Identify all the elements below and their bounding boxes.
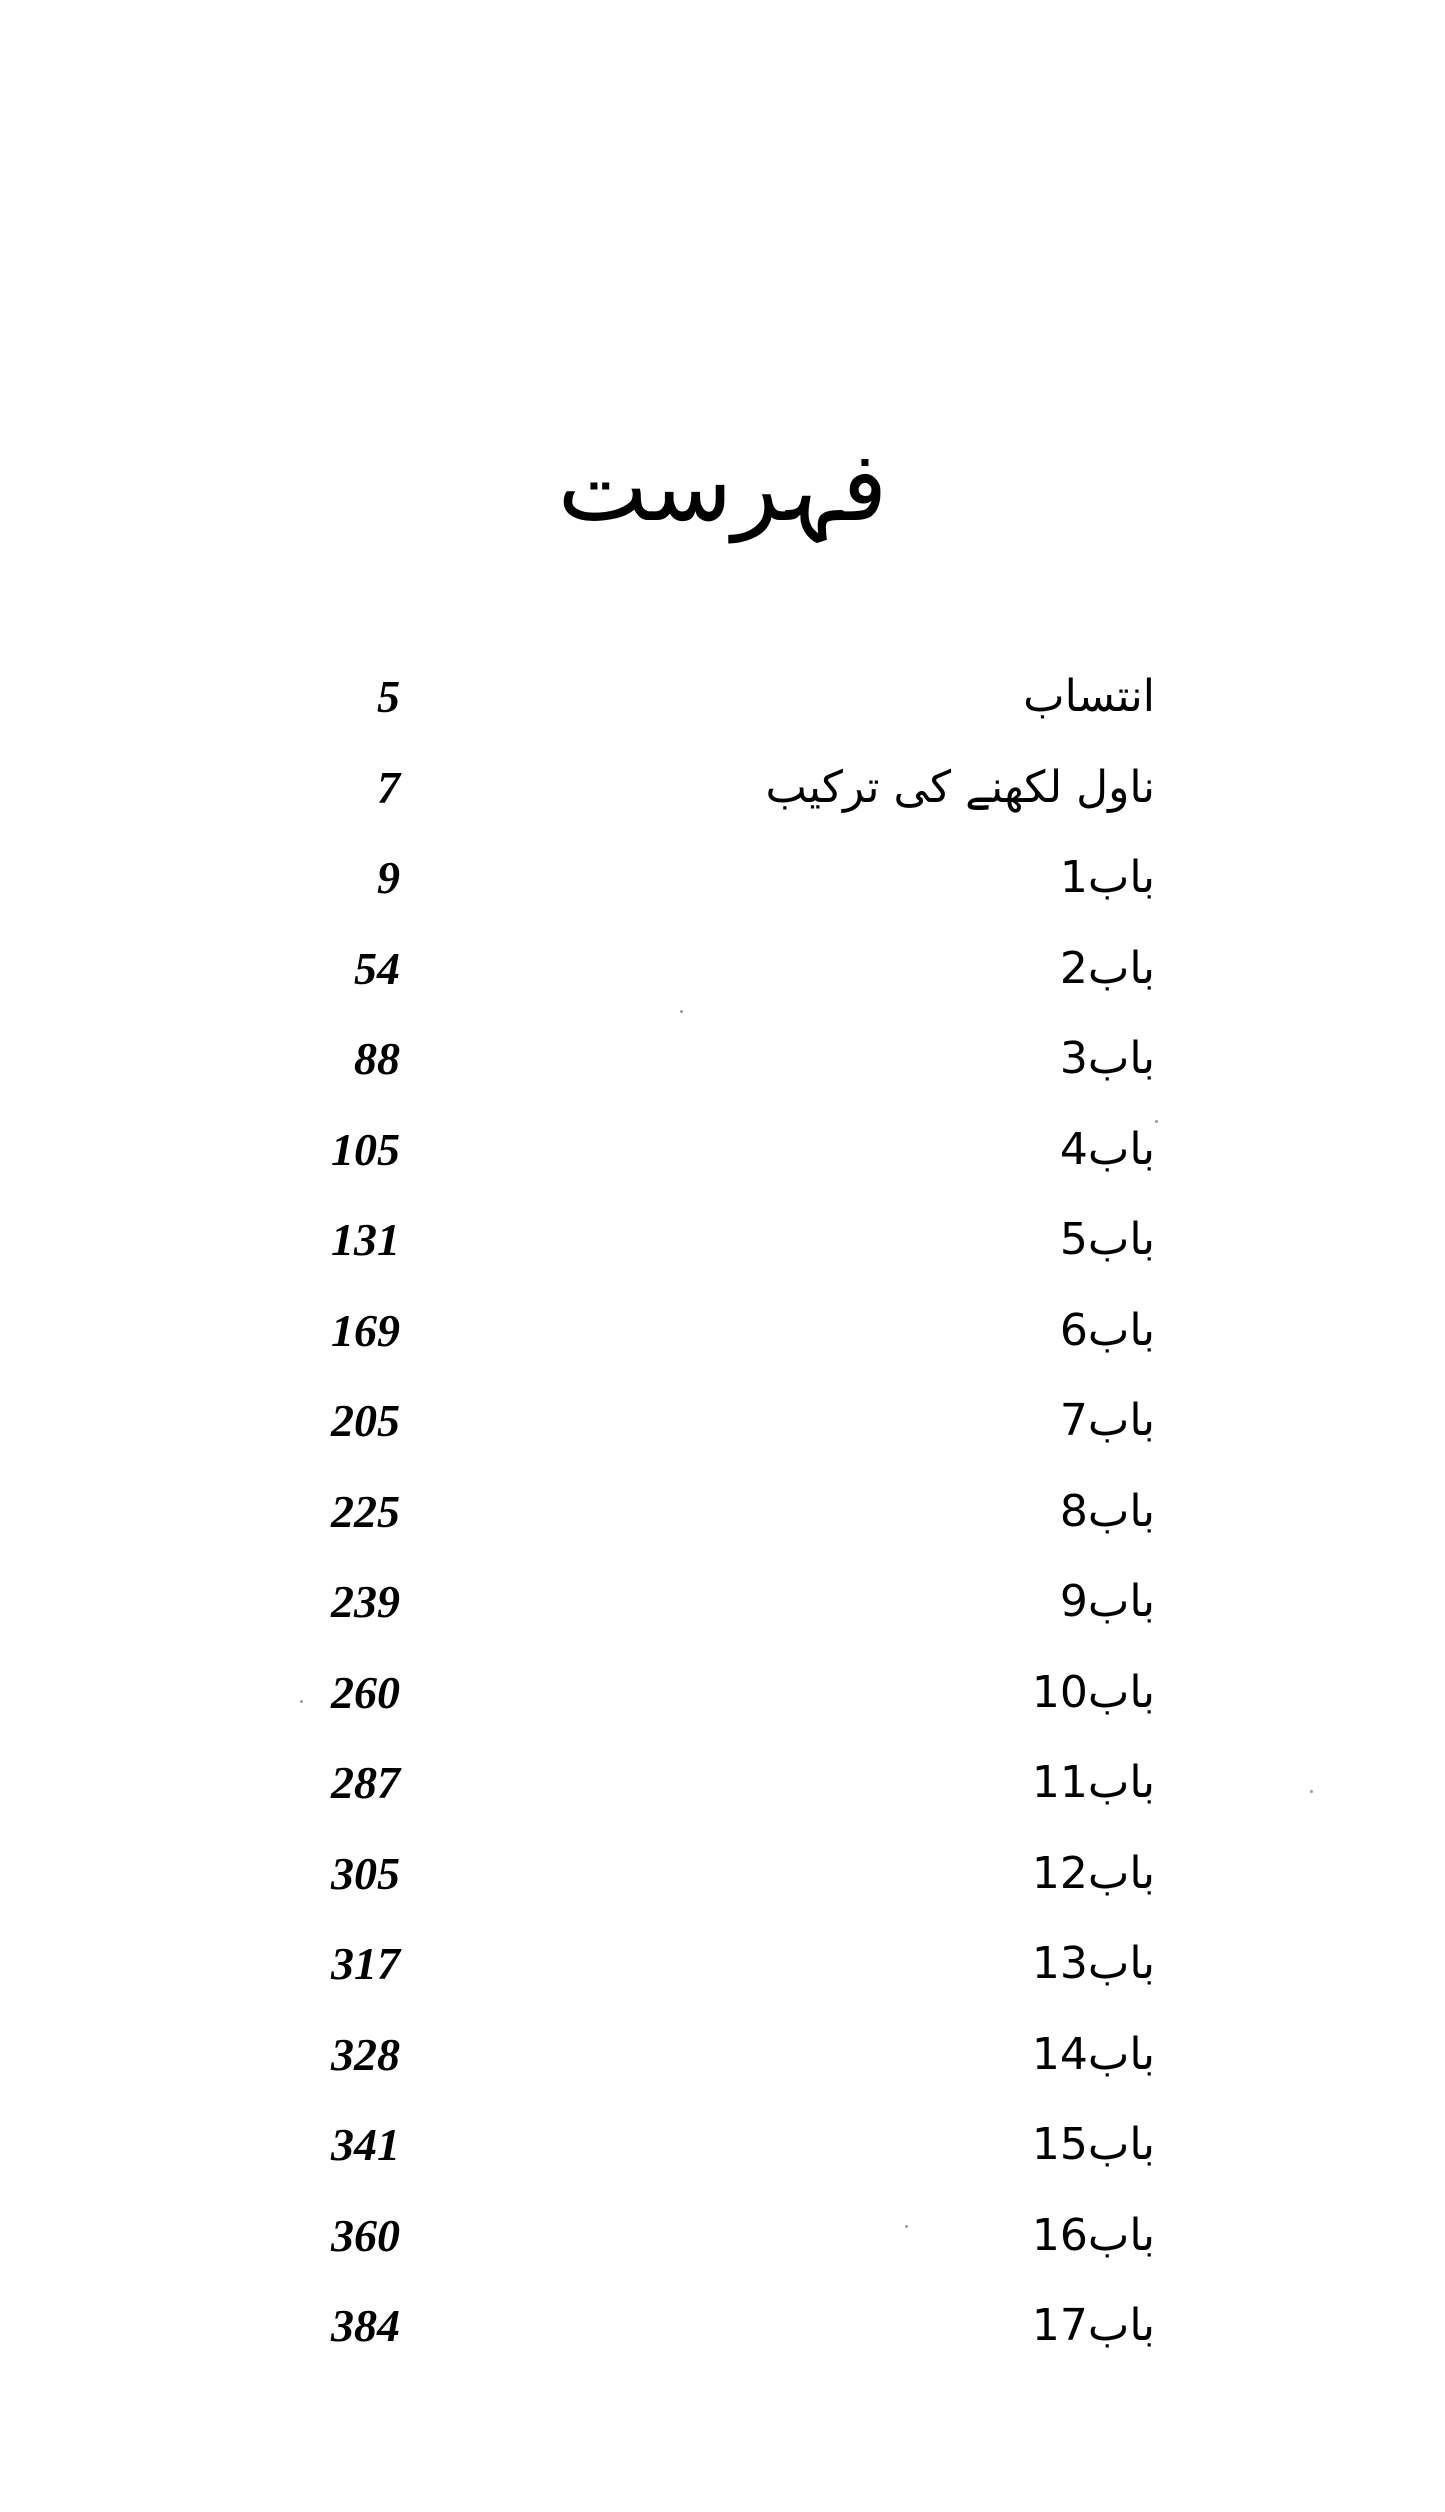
toc-entry — [0, 1195, 1445, 1285]
toc-entry — [0, 2100, 1445, 2190]
toc-entry — [0, 2281, 1445, 2371]
scan-speck — [300, 1700, 303, 1703]
toc-entry — [0, 1376, 1445, 1466]
toc-entry-page-number: 384 — [331, 2300, 400, 2351]
toc-entry — [0, 1467, 1445, 1557]
toc-entry-page-number: 9 — [377, 852, 400, 903]
toc-entry-label: باب3 — [1059, 1033, 1155, 1084]
toc-entry-label: باب5 — [1059, 1214, 1155, 1265]
toc-entry-page-number: 328 — [331, 2028, 400, 2080]
toc-entry-label: ناول لکھنے کی ترکیب — [765, 761, 1155, 813]
toc-entry-label: انتساب — [1023, 671, 1155, 722]
toc-entry-page-number: 260 — [331, 1666, 400, 1718]
toc-entry-page-number: 88 — [354, 1033, 400, 1084]
toc-entry-page-number: 317 — [331, 1938, 400, 1989]
toc-entry — [0, 1286, 1445, 1376]
toc-entry-page-number: 239 — [331, 1576, 400, 1627]
toc-entry-label: باب14 — [1031, 2028, 1155, 2080]
toc-entry — [0, 1648, 1445, 1738]
toc-entry — [0, 743, 1445, 833]
scan-speck — [680, 1010, 683, 1013]
toc-entry-page-number: 360 — [331, 2209, 400, 2261]
toc-entry — [0, 833, 1445, 923]
toc-entry-label: باب2 — [1059, 942, 1155, 994]
scan-speck — [1310, 1790, 1313, 1793]
toc-entry-page-number: 105 — [331, 1123, 400, 1175]
toc-entry — [0, 652, 1445, 742]
toc-entry-label: باب7 — [1059, 1395, 1155, 1446]
toc-entry-label: باب9 — [1059, 1576, 1155, 1627]
toc-entry — [0, 2010, 1445, 2100]
page-title: فہرست — [557, 431, 888, 543]
toc-entry — [0, 1557, 1445, 1647]
toc-entry-label: باب16 — [1031, 2209, 1155, 2261]
toc-entry-label: باب13 — [1031, 1938, 1155, 1989]
toc-entry-page-number: 54 — [354, 942, 400, 994]
toc-entry — [0, 924, 1445, 1014]
toc-entry — [0, 1829, 1445, 1919]
toc-entry-label: باب8 — [1059, 1485, 1155, 1537]
toc-entry-page-number: 169 — [331, 1304, 400, 1356]
toc-entry-page-number: 205 — [331, 1395, 400, 1446]
toc-entry-label: باب10 — [1031, 1666, 1155, 1718]
toc-entry-page-number: 5 — [377, 671, 400, 722]
scan-speck — [905, 2225, 908, 2228]
toc-entry-label: باب4 — [1059, 1123, 1155, 1175]
toc-entry-label: باب11 — [1031, 1757, 1155, 1808]
toc-entry-label: باب6 — [1059, 1304, 1155, 1356]
toc-entry-label: باب17 — [1031, 2300, 1155, 2351]
toc-entry-page-number: 7 — [377, 761, 400, 813]
toc-entry — [0, 1105, 1445, 1195]
toc-entry-label: باب1 — [1059, 852, 1155, 903]
scan-speck — [1155, 1120, 1158, 1123]
toc-entry-label: باب12 — [1031, 1847, 1155, 1899]
toc-entry-page-number: 131 — [331, 1214, 400, 1265]
toc-entry — [0, 2191, 1445, 2281]
toc-entry — [0, 1919, 1445, 2009]
toc-entry-page-number: 287 — [331, 1757, 400, 1808]
toc-entry-page-number: 305 — [331, 1847, 400, 1899]
toc-entry-page-number: 225 — [331, 1485, 400, 1537]
toc-entry — [0, 1738, 1445, 1828]
toc-entry-label: باب15 — [1031, 2119, 1155, 2170]
toc-entry-page-number: 341 — [331, 2119, 400, 2170]
toc-entry — [0, 1014, 1445, 1104]
